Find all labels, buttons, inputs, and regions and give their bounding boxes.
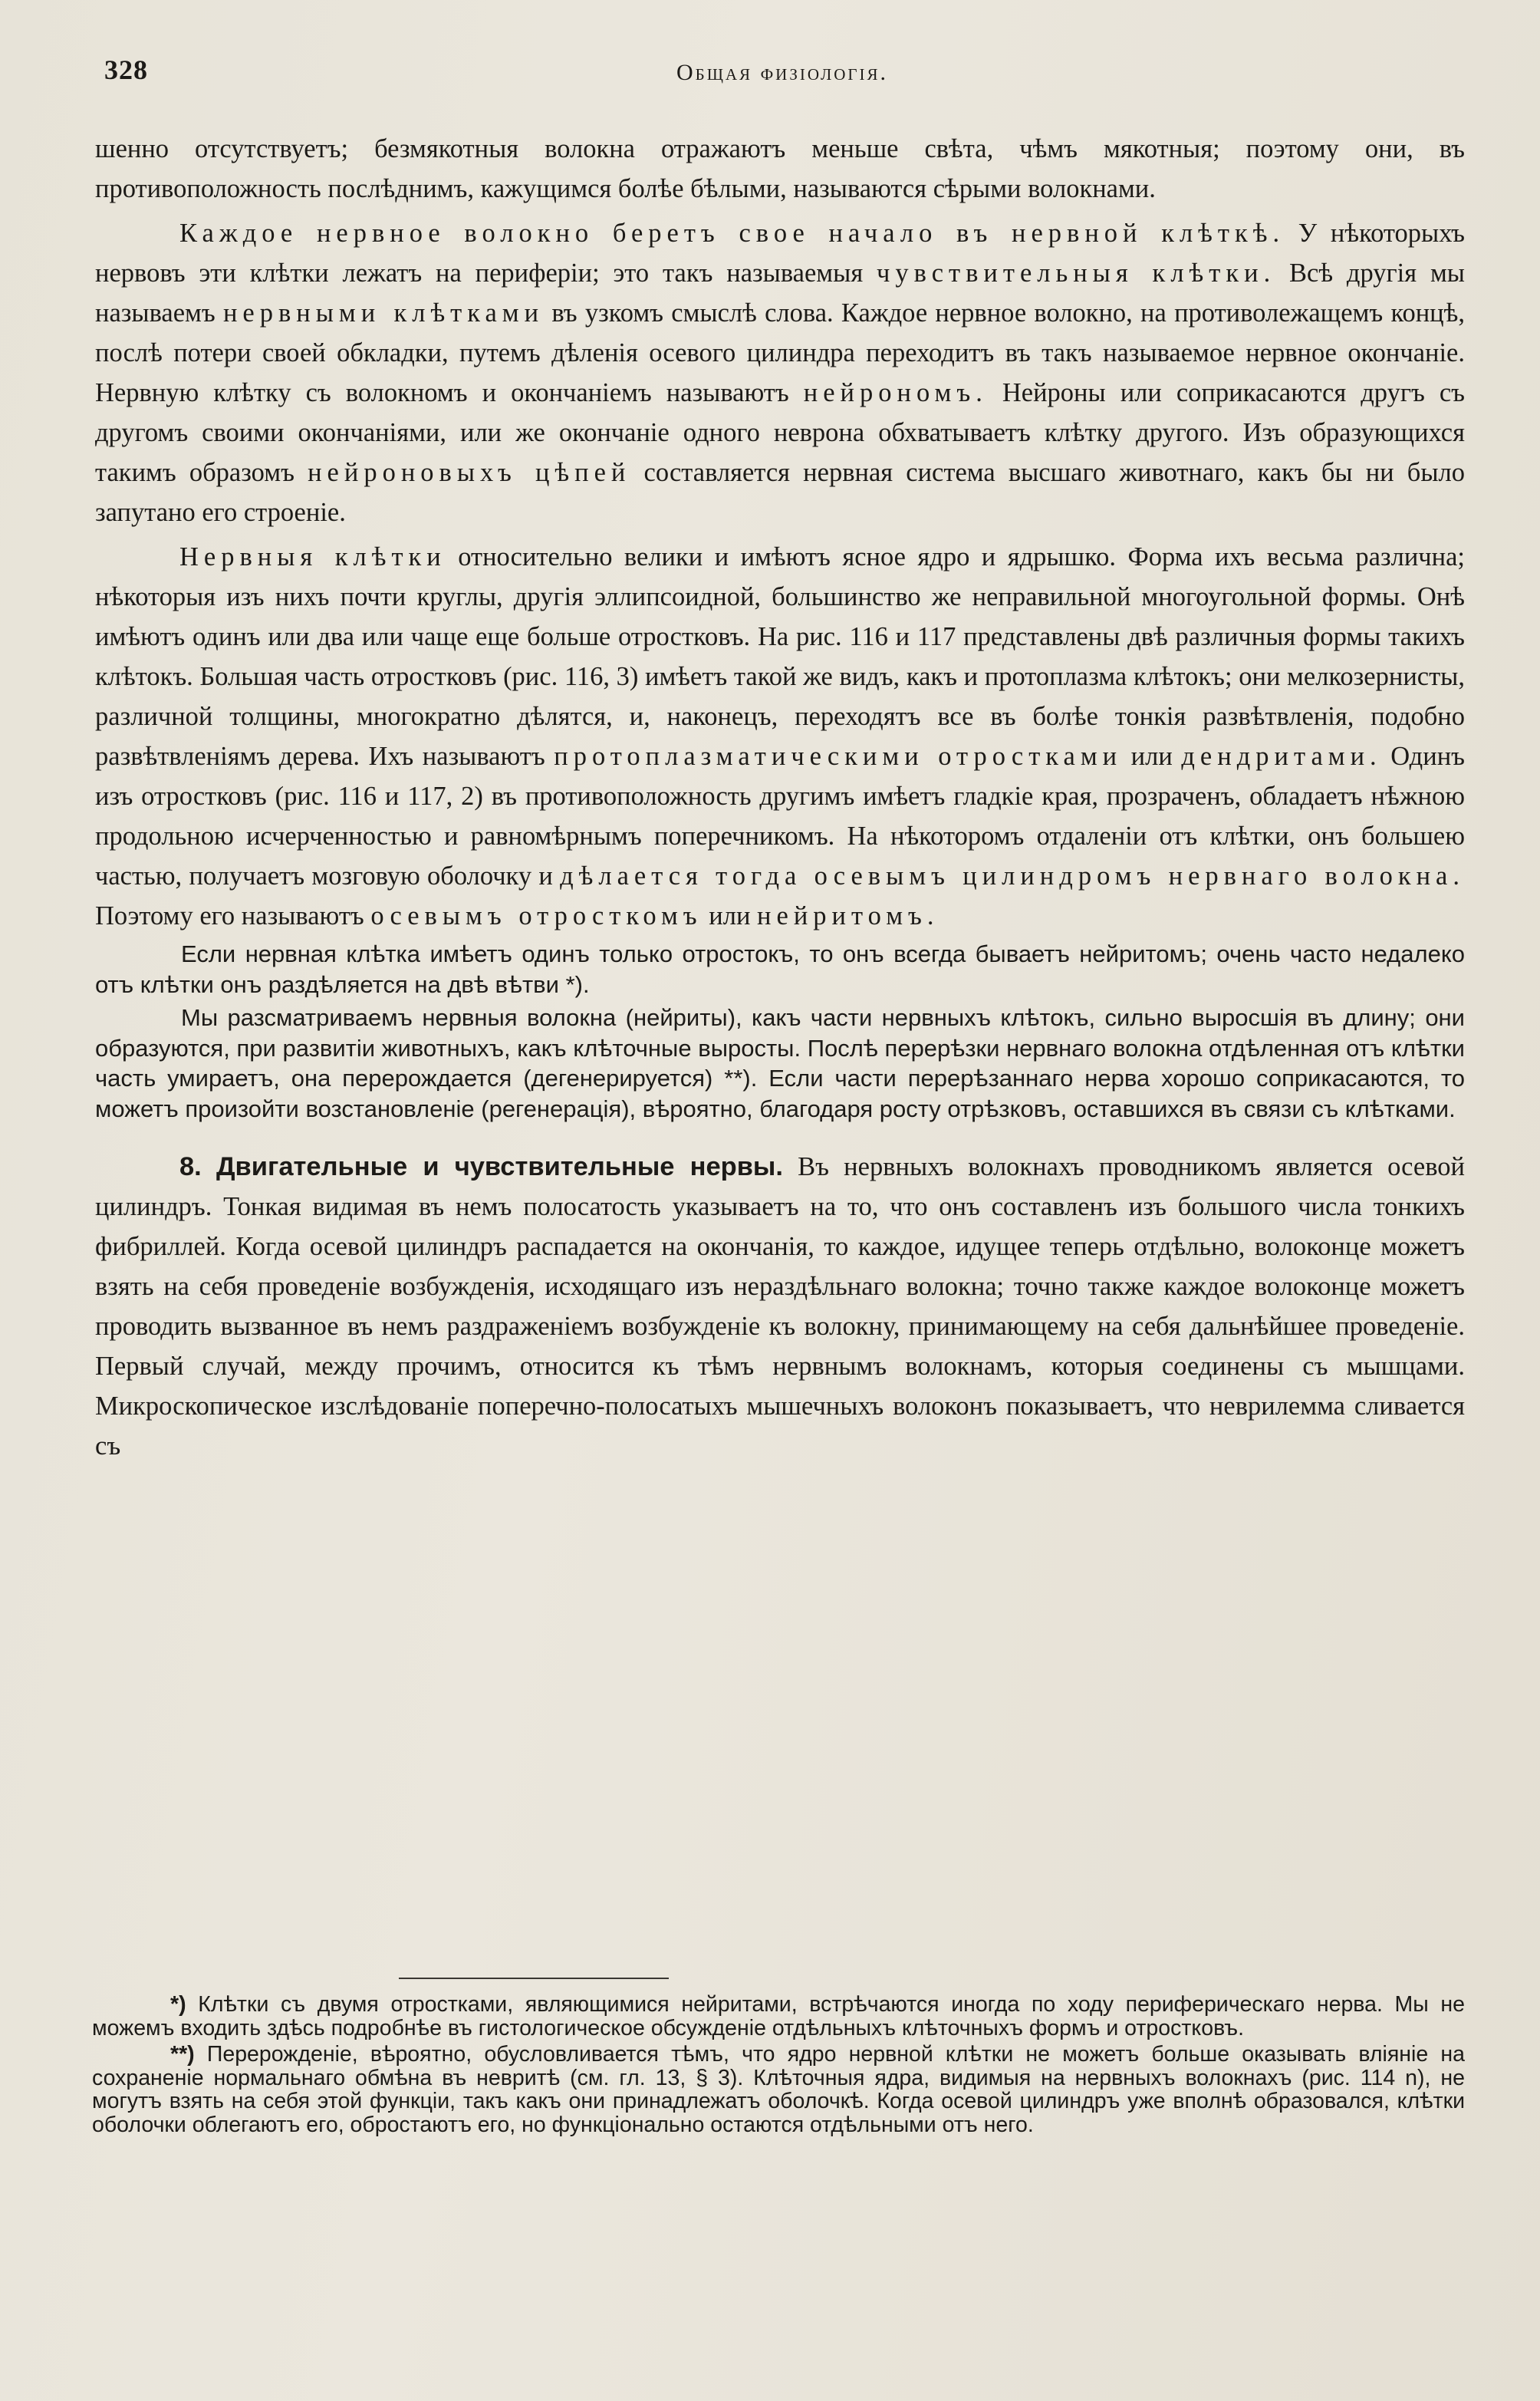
footnotes [92,1993,1465,2136]
paragraph-single-process [95,939,1465,1000]
paragraph-text: шенно отсутствуетъ; безмякотныя волокна отражаютъ меньше свѣта, чѣмъ мякотныя; поэтому они, въ противоположность послѣднимъ, кажущимся болѣе бѣлыми, называются сѣрыми волокнами. [95,134,1465,203]
footnote-2 [92,2043,1465,2136]
paragraph-text: въ узкомъ смыслѣ слова. Каждое нервное волокно, на противолежащемъ концѣ, послѣ потери своей обкладки, путемъ дѣленiя осевого цилиндра переходитъ въ такъ называемое нервное окончанiе. Нервную клѣтку съ волокномъ и окончанiемъ называютъ [95,298,1465,407]
paragraph-text: Мы разсматриваемъ нервныя волокна (нейриты), какъ части нервныхъ клѣтокъ, сильно выросшiя въ длину; они образуются, при развитiи животныхъ, какъ клѣточные выросты. Послѣ перерѣзки нервнаго волокна отдѣленная отъ клѣтки часть умираетъ, она перерождается (дегенерируется) **). Если части перерѣзаннаго нерва хорошо соприкасаются, то можетъ произойти возстановленiе (регенерацiя), вѣроятно, благодаря росту отрѣзковъ, оставшихся въ связи съ клѣтками. [95,1004,1465,1122]
paragraph-text: Одинъ изъ отростковъ (рис. 116 и 117, 2) въ противоположность другимъ имѣетъ гладкiе края, прозраченъ, обладаетъ нѣжною продольною исчерченностью и равномѣрнымъ поперечникомъ. На нѣкоторомъ отдаленiи отъ клѣтки, онъ большею частью, получаетъ мозговую оболочку и [95,742,1466,891]
emphasis-text: осевымъ отросткомъ [370,901,703,930]
paragraph-text: Поэтому его называютъ [95,901,371,930]
emphasis-text: Нервныя клѣтки [179,542,446,571]
footnote-divider [399,1978,669,1979]
footnote-mark: *) [170,1992,186,2017]
paragraph-text: относительно велики и имѣютъ ясное ядро и ядрышко. Форма ихъ весьма различна; нѣкоторыя изъ нихъ почти круглы, другiя эллипсоидной, большинство же неправильной многоугольной формы. Онѣ имѣютъ одинъ или два или чаще еще больше отростковъ. На рис. 116 и 117 представлены двѣ различныя формы такихъ клѣтокъ. Большая часть отростковъ (рис. 116, 3) имѣетъ такой же видъ, какъ и протоплазма клѣтокъ; они мелкозернисты, различной толщины, многократно дѣлятся, и, наконецъ, переходятъ все въ болѣе тонкiя развѣтвленiя, подобно развѣтвленiямъ дерева. Ихъ называютъ [95,542,1465,771]
emphasis-text: чувствительныя клѣтки. [877,259,1276,288]
paragraph-text: или [702,901,758,930]
section-8 [95,1147,1465,1466]
emphasis-text: дендритами. [1181,742,1382,771]
main-text [95,129,1465,1466]
paragraph-nerve-cells [95,537,1465,936]
emphasis-text: нейроновыхъ цѣпей [308,458,631,487]
page-header [100,54,1465,100]
emphasis-text: протоплазматическими отростками [554,742,1123,771]
paragraph-text: Въ нервныхъ волокнахъ проводникомъ является осевой цилиндръ. Тонкая видимая въ немъ полосатость указываетъ на то, что онъ составленъ изъ большого числа тонкихъ фибриллей. Когда осевой цилиндръ распадается на окончанiя, то каждое, идущее теперь отдѣльно, волоконце можетъ взять на себя проведенiе возбужденiя, исходящаго изъ нераздѣльнаго волокна; точно также каждое волоконце можетъ проводить вызванное въ немъ раздраженiемъ возбужденiе къ волокну, принимающему на себя дальнѣйшее проведенiе. Первый случай, между прочимъ, относится къ тѣмъ нервнымъ волокнамъ, которыя соединены съ мышцами. Микроскопическое изслѣдованiе поперечно-полосатыхъ мышечныхъ волоконъ показываетъ, что неврилемма сливается съ [95,1152,1465,1461]
paragraph-text: Всѣ другiя мы называемъ [95,259,1465,328]
emphasis-text: Каждое нервное волокно беретъ свое начало въ нервной клѣткѣ. [179,219,1285,248]
paragraph-text: У нѣкоторыхъ нервовъ эти клѣтки лежатъ на периферiи; это такъ называемыя [95,219,1465,288]
section-title: Двигательные и чувствительные нервы. [216,1152,783,1181]
emphasis-text: нервными клѣтками [222,298,545,328]
paragraph-continuation [95,129,1465,209]
running-title: Общая физiологiя. [676,60,889,85]
footnote-1 [92,1993,1465,2040]
paragraph-text: составляется нервная система высшаго животнаго, какъ бы ни было запутано его строенiе. [95,458,1466,527]
footnote-text: Клѣтки съ двумя отростками, являющимися нейритами, встрѣчаются иногда по ходу периферическаго нерва. Мы не можемъ входить здѣсь подробнѣе въ гистологическое обсужденiе отдѣльныхъ клѣточныхъ формъ и отростковъ. [92,1992,1465,2040]
emphasis-text: нейрономъ. [803,378,988,407]
footnote-text: Перерожденiе, вѣроятно, обусловливается тѣмъ, что ядро нервной клѣтки не можетъ больше оказывать влiянiе на сохраненiе нормальнаго обмѣна въ невритѣ (см. гл. 13, § 3). Клѣточныя ядра, видимыя на нервныхъ волокнахъ (рис. 114 n), не могутъ взять на себя этой функцiи, такъ какъ они принадлежатъ оболочкѣ. Когда осевой цилиндръ уже вполнѣ образовался, клѣтки оболочки облегаютъ его, обростаютъ его, но функцiонально остаются отдѣльными отъ него. [92,2042,1465,2137]
paragraph-text: Если нервная клѣтка имѣетъ одинъ только отростокъ, то онъ всегда бываетъ нейритомъ; очень часто недалеко отъ клѣтки онъ раздѣляется на двѣ вѣтви *). [95,940,1465,998]
section-number: 8. [179,1152,202,1181]
footnote-mark: **) [170,2042,195,2067]
emphasis-text: дѣлается тогда осевымъ цилиндромъ нервнаго волокна. [560,861,1465,891]
emphasis-text: нейритомъ. [757,901,939,930]
paragraph-nerve-fibre-origin [95,213,1465,532]
page-number: 328 [104,54,148,85]
paragraph-text: или [1122,742,1182,771]
paragraph-degeneration [95,1003,1465,1124]
paragraph-text: Нейроны или соприкасаются другъ съ другомъ своими окончанiями, или же окончанiе одного неврона обхватываетъ клѣтку другого. Изъ образующихся такимъ образомъ [95,378,1465,487]
